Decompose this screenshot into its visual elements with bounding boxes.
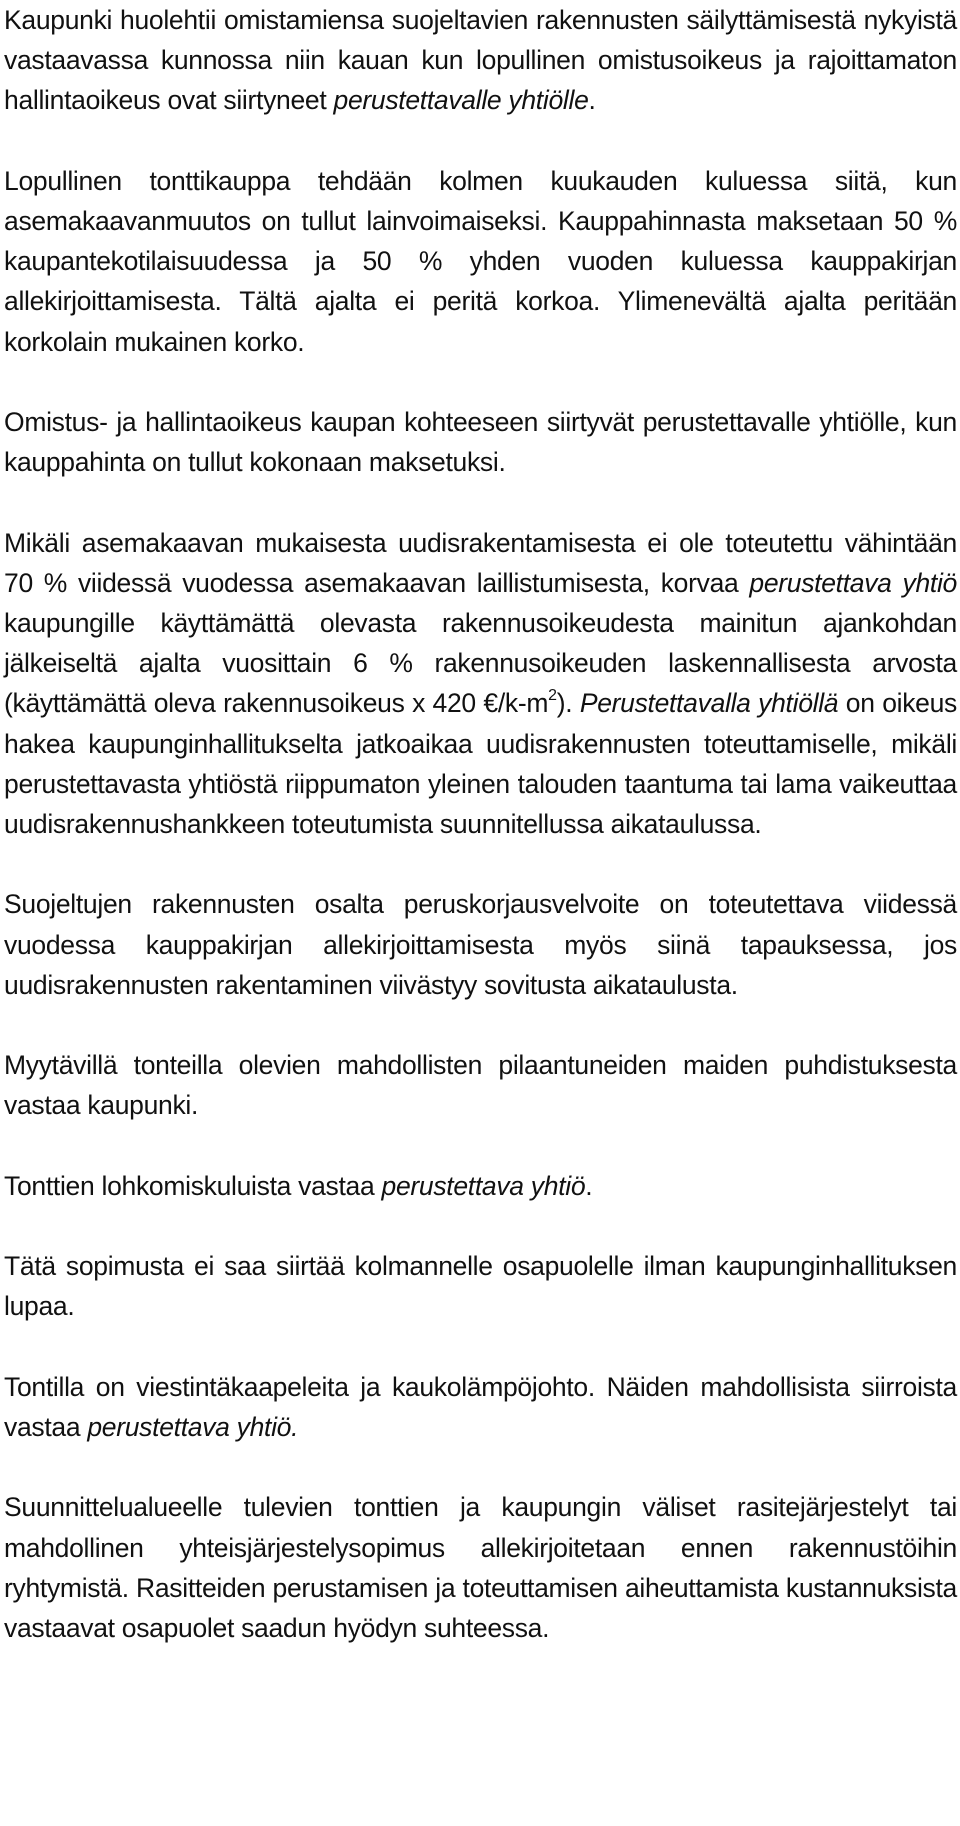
paragraph-final-sale — [4, 161, 957, 362]
paragraph-text: Kaupunki huolehtii omistamiensa suojeltavien rakennusten säilyttämisestä nykyistä vastaavassa kunnossa niin kauan kun lopullinen omistusoikeus ja rajoittamaton hallintaoikeus ovat siirtyneet — [4, 5, 957, 116]
paragraph-text: Mikäli asemakaavan mukaisesta uudisrakentamisesta ei ole toteutettu vähintään 70 % viidessä vuodessa asemakaavan laillistumisesta, korvaa — [4, 527, 957, 598]
paragraph-text: Lopullinen tonttikauppa tehdään kolmen kuukauden kuluessa siitä, kun asemakaavanmuutos on tullut lainvoimaiseksi. Kauppahinnasta maksetaan 50 % kaupantekotilaisuudessa ja 50 % yhden vuoden kuluessa kauppakirjan allekirjoittamisesta. Tältä ajalta ei peritä korkoa. Ylimenevältä ajalta peritään korkolain mukainen korko. — [4, 165, 957, 357]
paragraph-cables — [4, 1367, 957, 1447]
paragraph-ownership-transfer — [4, 402, 957, 482]
paragraph-text: Suojeltujen rakennusten osalta peruskorjausvelvoite on toteutettava viidessä vuodessa kauppakirjan allekirjoittamisesta myös siinä tapauksessa, jos uudisrakennusten rakentaminen viivästyy sovitusta aikataulusta. — [4, 889, 957, 1000]
paragraph-text: Suunnittelualueelle tulevien tonttien ja kaupungin väliset rasitejärjestelyt tai mahdollinen yhteisjärjestelysopimus allekirjoitetaan ennen rakennustöihin ryhtymistä. Rasitteiden perustamisen ja toteuttamisen aiheuttamista kustannuksista vastaavat osapuolet saadun hyödyn suhteessa. — [4, 1492, 957, 1643]
italic-text: perustettava yhtiö — [749, 567, 957, 598]
paragraph-transfer-restriction — [4, 1246, 957, 1326]
paragraph-parcel-costs — [4, 1166, 957, 1206]
paragraph-soil-remediation — [4, 1045, 957, 1125]
paragraph-text: . — [588, 85, 596, 116]
superscript: 2 — [548, 687, 557, 705]
italic-text: perustettavalle yhtiölle — [333, 85, 589, 116]
italic-text: perustettava yhtiö. — [87, 1411, 299, 1442]
paragraph-text: ). — [556, 688, 580, 719]
paragraph-text: Tonttien lohkomiskuluista vastaa — [4, 1170, 382, 1201]
paragraph-text: Tätä sopimusta ei saa siirtää kolmannelle osapuolelle ilman kaupunginhallituksen lupaa. — [4, 1251, 957, 1322]
paragraph-construction-obligation — [4, 523, 957, 845]
italic-text: Perustettavalla yhtiöllä — [579, 688, 839, 719]
italic-text: perustettava yhtiö — [381, 1170, 586, 1201]
paragraph-text: Tontilla on viestintäkaapeleita ja kaukolämpöjohto. Näiden mahdollisista siirroista vastaa — [4, 1371, 957, 1442]
paragraph-renovation-obligation — [4, 884, 957, 1005]
paragraph-text: kaupungille käyttämättä olevasta rakennusoikeudesta mainitun ajankohdan jälkeiseltä ajalta vuosittain 6 % rakennusoikeuden laskennallisesta arvosta (käyttämättä oleva rakennusoikeus x 420 €/k-m — [4, 608, 957, 719]
paragraph-text: on oikeus hakea kaupunginhallitukselta jatkoaikaa uudisrakennusten toteuttamiselle, mikäli perustettavasta yhtiöstä riippumaton yleinen talouden taantuma tai lama vaikeuttaa uudisrakennushankkeen toteutumista suunnitellussa aikataulussa. — [4, 688, 957, 840]
paragraph-easements — [4, 1487, 957, 1648]
paragraph-text: Omistus- ja hallintaoikeus kaupan kohteeseen siirtyvät perustettavalle yhtiölle, kun kauppahinta on tullut kokonaan maksetuksi. — [4, 407, 957, 478]
paragraph-building-maintenance — [4, 0, 957, 121]
paragraph-text: Myytävillä tonteilla olevien mahdollisten pilaantuneiden maiden puhdistuksesta vastaa kaupunki. — [4, 1050, 957, 1121]
paragraph-text: . — [585, 1170, 593, 1201]
